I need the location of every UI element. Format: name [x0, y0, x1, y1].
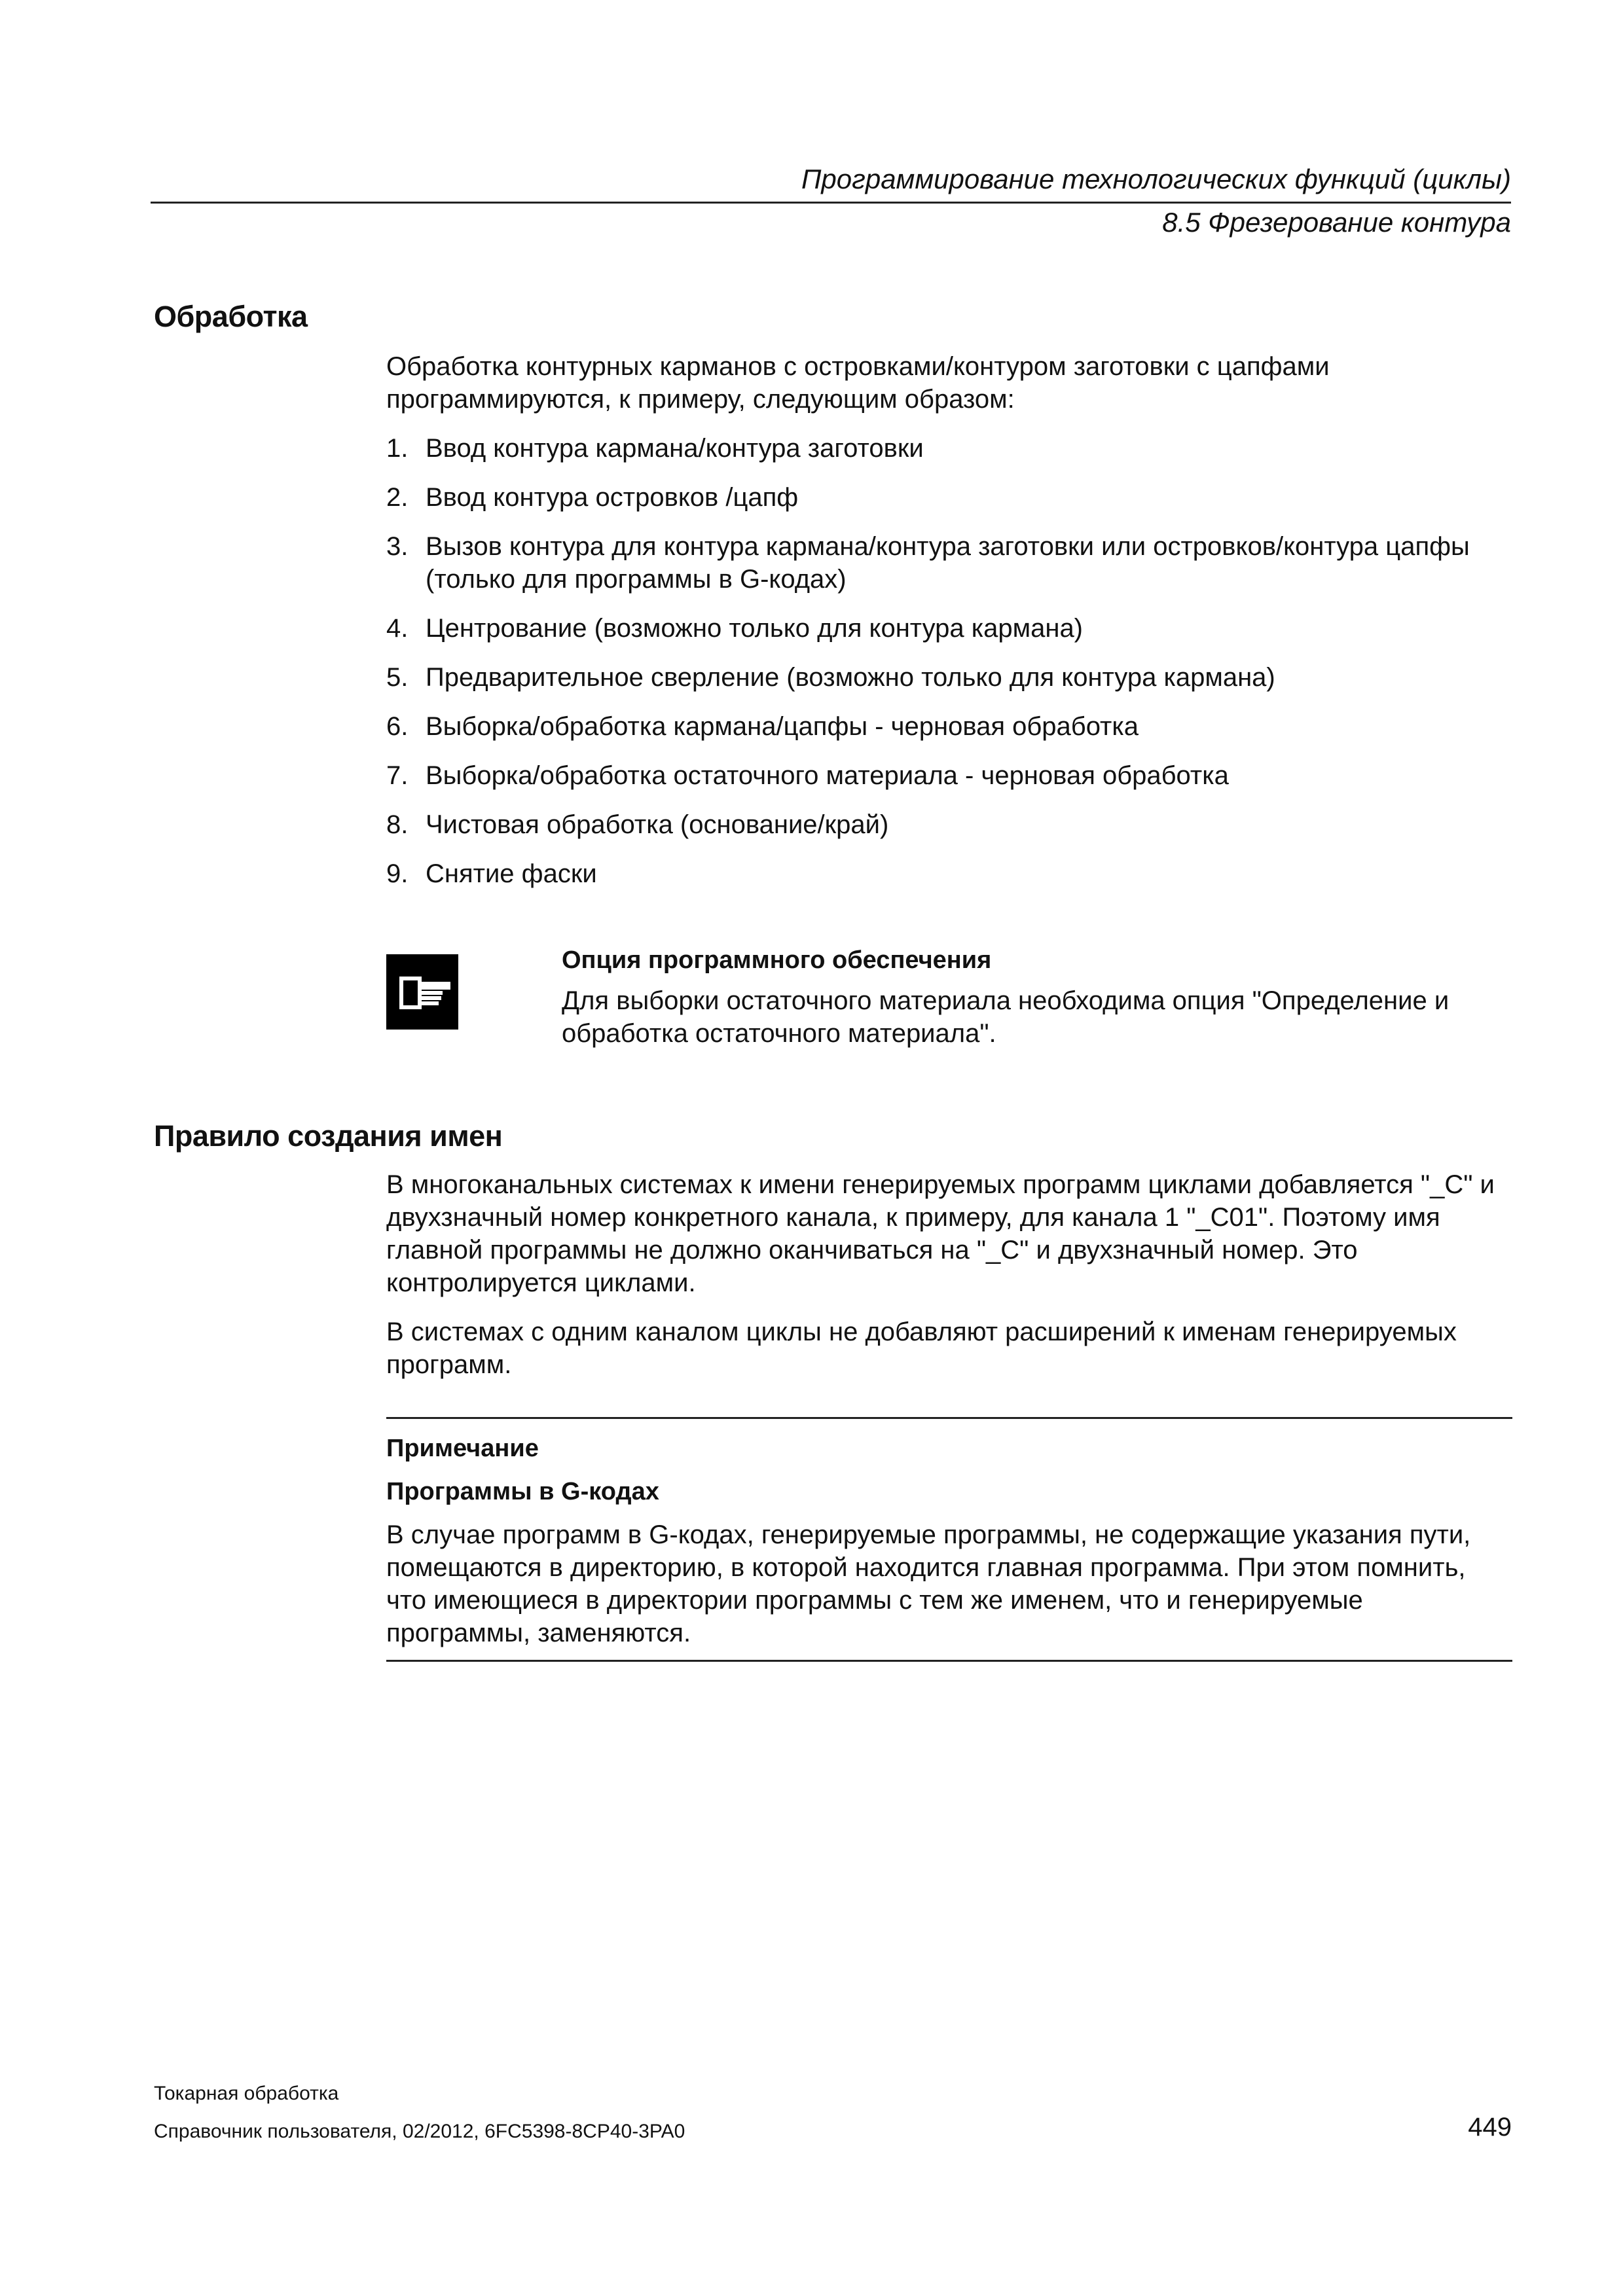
header-chapter-title: Программирование технологических функций (циклы) — [801, 164, 1511, 194]
note-box — [386, 1417, 1512, 1662]
list-item — [386, 808, 1512, 841]
pointing-hand-icon — [386, 954, 458, 1030]
list-item-number: 3. — [386, 532, 409, 561]
page-number: 449 — [1468, 2113, 1512, 2142]
footer-document-reference: Справочник пользователя, 02/2012, 6FC5398-8CP40-3PA0 — [154, 2121, 685, 2142]
naming-paragraph-1: В многоканальных системах к имени генерируемых программ циклами добавляется "_C" и двухзначный номер конкретного канала, к примеру, для канала 1 "_C01". Поэтому имя главной программы не должно оканчиваться на "_C" и двухзначный номер. Это контролируется циклами. — [386, 1170, 1495, 1297]
list-item — [386, 857, 1512, 890]
list-item-text: Предварительное сверление (возможно только для контура кармана) — [426, 663, 1275, 692]
list-item — [386, 661, 1512, 694]
list-item — [386, 612, 1512, 645]
list-item-text: Ввод контура островков /цапф — [426, 483, 799, 512]
footer-document-title: Токарная обработка — [154, 2083, 339, 2104]
processing-steps-list — [386, 432, 1512, 890]
list-item-text: Снятие фаски — [426, 859, 597, 888]
list-item-number: 8. — [386, 810, 409, 839]
list-item — [386, 759, 1512, 792]
note-text: В случае программ в G-кодах, генерируемые программы, не содержащие указания пути, помещаются в директорию, в которой находится главная программа. При этом помнить, что имеющиеся в директории программы с тем же именем, что и генерируемые программы, заменяются. — [386, 1520, 1471, 1647]
processing-body — [386, 350, 1512, 906]
software-option-block — [562, 944, 1511, 1050]
processing-intro: Обработка контурных карманов с островками/контуром заготовки с цапфами программируются, к примеру, следующим образом: — [386, 352, 1330, 414]
list-item-number: 6. — [386, 712, 409, 741]
list-item-number: 5. — [386, 663, 409, 692]
list-item-text: Чистовая обработка (основание/край) — [426, 810, 889, 839]
heading-processing: Обработка — [154, 300, 308, 333]
heading-naming-rule: Правило создания имен — [154, 1119, 503, 1153]
software-option-title: Опция программного обеспечения — [562, 946, 992, 974]
list-item-number: 1. — [386, 434, 409, 463]
software-option-text: Для выборки остаточного материала необходима опция "Определение и обработка остаточного материала". — [562, 986, 1450, 1048]
note-label: Примечание — [386, 1435, 539, 1462]
list-item — [386, 710, 1512, 743]
list-item — [386, 481, 1512, 514]
list-item-number: 7. — [386, 761, 409, 790]
list-item-number: 2. — [386, 483, 409, 512]
list-item-text: Выборка/обработка остаточного материала - черновая обработка — [426, 761, 1229, 790]
list-item-text: Ввод контура кармана/контура заготовки — [426, 434, 924, 463]
list-item-number: 9. — [386, 859, 409, 888]
list-item — [386, 530, 1512, 596]
list-item-text: Вызов контура для контура кармана/контура заготовки или островков/контура цапфы (только для программы в G-кодах) — [426, 532, 1470, 594]
list-item — [386, 432, 1512, 465]
header-section-title: 8.5 Фрезерование контура — [1162, 207, 1511, 238]
naming-body — [386, 1168, 1512, 1381]
list-item-number: 4. — [386, 614, 409, 643]
note-subtitle: Программы в G-кодах — [386, 1478, 659, 1505]
list-item-text: Центрование (возможно только для контура кармана) — [426, 614, 1084, 643]
header-divider — [151, 202, 1511, 204]
naming-paragraph-2: В системах с одним каналом циклы не добавляют расширений к именам генерируемых программ. — [386, 1318, 1457, 1379]
list-item-text: Выборка/обработка кармана/цапфы - черновая обработка — [426, 712, 1139, 741]
